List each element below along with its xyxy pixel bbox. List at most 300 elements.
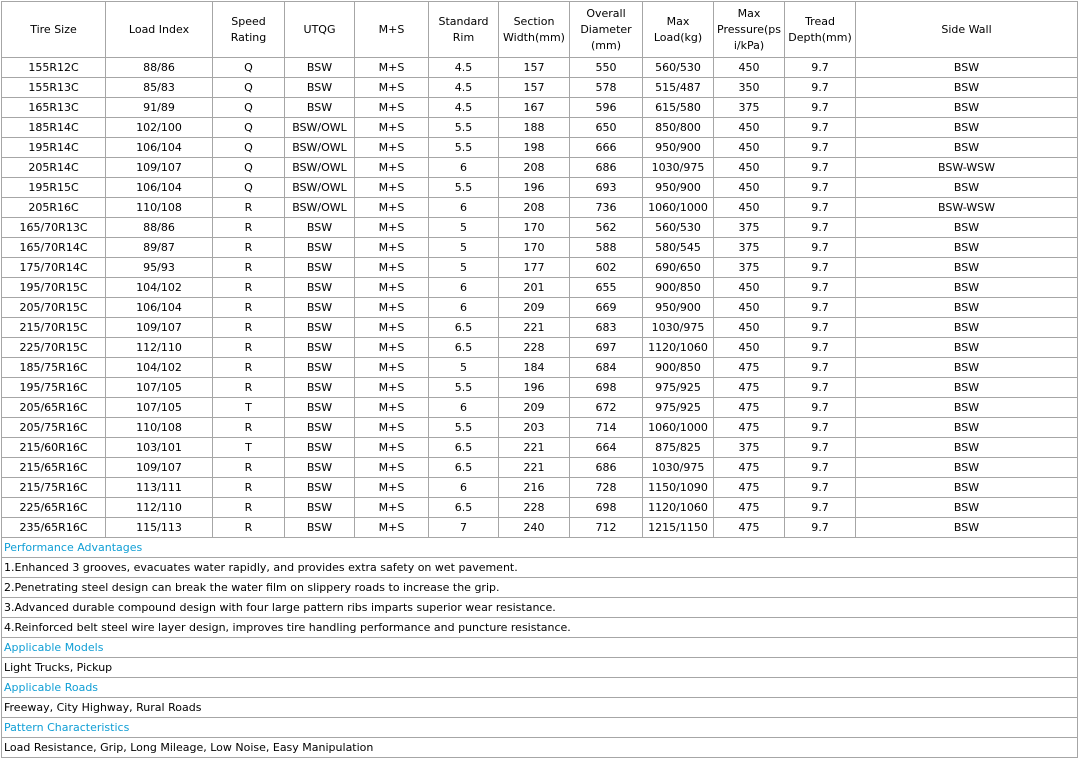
note-text: 3.Advanced durable compound design with four large pattern ribs imparts superior wear resistance. [2,598,1078,618]
table-cell: 9.7 [785,218,856,238]
table-cell: 221 [499,458,570,478]
table-cell: 560/530 [643,218,714,238]
table-cell: 6.5 [429,438,499,458]
table-cell: 89/87 [106,238,213,258]
table-cell: 515/487 [643,78,714,98]
table-cell: R [213,338,285,358]
table-cell: 196 [499,378,570,398]
table-cell: 728 [570,478,643,498]
table-cell: BSW [856,518,1078,538]
table-cell: 201 [499,278,570,298]
table-cell: M+S [355,478,429,498]
table-cell: BSW [856,358,1078,378]
table-cell: 167 [499,98,570,118]
table-cell: BSW/OWL [285,118,355,138]
table-cell: Q [213,138,285,158]
table-cell: M+S [355,158,429,178]
table-cell: R [213,378,285,398]
table-row [2,498,1078,518]
table-row [2,418,1078,438]
column-header: Max Pressure(ps i/kPa) [714,2,785,58]
table-cell: BSW [856,178,1078,198]
table-cell: 109/107 [106,158,213,178]
table-cell: R [213,518,285,538]
table-cell: BSW [285,398,355,418]
table-cell: 209 [499,398,570,418]
table-cell: 602 [570,258,643,278]
column-header: Standard Rim [429,2,499,58]
table-cell: 5.5 [429,418,499,438]
table-cell: M+S [355,258,429,278]
table-row [2,278,1078,298]
table-cell: BSW [285,518,355,538]
table-row [2,198,1078,218]
table-cell: 9.7 [785,378,856,398]
table-cell: 1060/1000 [643,418,714,438]
table-cell: 9.7 [785,278,856,298]
table-row [2,478,1078,498]
table-row [2,458,1078,478]
table-cell: R [213,478,285,498]
table-cell: 375 [714,238,785,258]
table-cell: 562 [570,218,643,238]
table-cell: 9.7 [785,438,856,458]
table-cell: 88/86 [106,218,213,238]
table-header [2,2,1078,58]
table-cell: BSW [285,238,355,258]
table-cell: 109/107 [106,458,213,478]
table-cell: BSW [856,438,1078,458]
table-cell: M+S [355,178,429,198]
table-cell: 215/75R16C [2,478,106,498]
table-cell: BSW [285,338,355,358]
table-cell: BSW [285,298,355,318]
table-cell: BSW [856,418,1078,438]
note-text: Freeway, City Highway, Rural Roads [2,698,1078,718]
table-cell: 196 [499,178,570,198]
table-cell: 225/65R16C [2,498,106,518]
table-cell: 9.7 [785,478,856,498]
table-cell: 106/104 [106,178,213,198]
table-cell: 850/800 [643,118,714,138]
table-cell: BSW [285,78,355,98]
table-cell: 615/580 [643,98,714,118]
table-cell: 110/108 [106,418,213,438]
table-cell: R [213,258,285,278]
column-header: Section Width(mm) [499,2,570,58]
table-cell: M+S [355,78,429,98]
table-row [2,238,1078,258]
table-cell: 155R13C [2,78,106,98]
table-cell: 91/89 [106,98,213,118]
table-row [2,258,1078,278]
table-cell: 165/70R14C [2,238,106,258]
table-row [2,438,1078,458]
table-cell: 9.7 [785,138,856,158]
table-row [2,218,1078,238]
table-row [2,518,1078,538]
table-cell: BSW/OWL [285,178,355,198]
table-cell: 208 [499,158,570,178]
table-cell: M+S [355,518,429,538]
note-row [2,598,1078,618]
table-cell: 736 [570,198,643,218]
column-header: Load Index [106,2,213,58]
table-cell: BSW-WSW [856,198,1078,218]
table-cell: BSW [285,98,355,118]
table-cell: R [213,318,285,338]
table-cell: 175/70R14C [2,258,106,278]
table-cell: M+S [355,338,429,358]
table-row [2,358,1078,378]
table-cell: 88/86 [106,58,213,78]
table-cell: 240 [499,518,570,538]
table-cell: 203 [499,418,570,438]
table-cell: T [213,438,285,458]
table-row [2,78,1078,98]
table-cell: 686 [570,158,643,178]
table-cell: 664 [570,438,643,458]
column-header: Tire Size [2,2,106,58]
table-cell: 975/925 [643,398,714,418]
table-cell: 375 [714,258,785,278]
note-row [2,658,1078,678]
table-cell: 225/70R15C [2,338,106,358]
table-cell: 6 [429,158,499,178]
table-cell: 9.7 [785,398,856,418]
notes-section [2,538,1078,758]
table-cell: 475 [714,378,785,398]
table-cell: 5 [429,258,499,278]
table-cell: 684 [570,358,643,378]
table-cell: 188 [499,118,570,138]
table-cell: 95/93 [106,258,213,278]
table-cell: R [213,358,285,378]
table-cell: 375 [714,98,785,118]
table-cell: 900/850 [643,358,714,378]
note-text: 1.Enhanced 3 grooves, evacuates water rapidly, and provides extra safety on wet pavement. [2,558,1078,578]
table-cell: 9.7 [785,458,856,478]
table-cell: 113/111 [106,478,213,498]
table-cell: T [213,398,285,418]
table-cell: 106/104 [106,298,213,318]
table-cell: 580/545 [643,238,714,258]
table-cell: 185R14C [2,118,106,138]
table-cell: 205/70R15C [2,298,106,318]
table-cell: 198 [499,138,570,158]
table-cell: 450 [714,178,785,198]
table-cell: BSW/OWL [285,158,355,178]
table-cell: BSW-WSW [856,158,1078,178]
table-cell: 1060/1000 [643,198,714,218]
table-cell: 475 [714,418,785,438]
table-cell: R [213,418,285,438]
table-cell: 450 [714,298,785,318]
table-cell: BSW [285,438,355,458]
table-cell: BSW [285,258,355,278]
table-cell: 9.7 [785,118,856,138]
table-cell: 184 [499,358,570,378]
table-cell: 107/105 [106,378,213,398]
table-cell: R [213,298,285,318]
table-cell: 205R14C [2,158,106,178]
table-cell: 475 [714,498,785,518]
table-cell: 578 [570,78,643,98]
table-cell: 560/530 [643,58,714,78]
table-cell: 9.7 [785,418,856,438]
table-cell: 1120/1060 [643,338,714,358]
table-cell: R [213,278,285,298]
table-cell: 900/850 [643,278,714,298]
table-cell: M+S [355,318,429,338]
table-row [2,178,1078,198]
table-cell: BSW [856,378,1078,398]
table-cell: 350 [714,78,785,98]
column-header: Speed Rating [213,2,285,58]
table-cell: R [213,458,285,478]
table-cell: 165/70R13C [2,218,106,238]
table-cell: 375 [714,218,785,238]
table-cell: 185/75R16C [2,358,106,378]
table-cell: 950/900 [643,138,714,158]
table-cell: BSW/OWL [285,198,355,218]
table-cell: BSW [856,298,1078,318]
table-cell: 672 [570,398,643,418]
table-cell: 215/60R16C [2,438,106,458]
table-cell: 475 [714,398,785,418]
table-row [2,378,1078,398]
section-heading: Pattern Characteristics [2,718,1078,738]
table-cell: 9.7 [785,338,856,358]
table-cell: 195R15C [2,178,106,198]
section-heading: Applicable Models [2,638,1078,658]
table-cell: 698 [570,378,643,398]
table-cell: 6.5 [429,498,499,518]
table-cell: 9.7 [785,158,856,178]
table-cell: BSW [856,318,1078,338]
table-cell: 712 [570,518,643,538]
column-header: UTQG [285,2,355,58]
table-cell: 950/900 [643,178,714,198]
table-cell: 5.5 [429,118,499,138]
table-cell: M+S [355,278,429,298]
table-cell: 195R14C [2,138,106,158]
table-cell: 666 [570,138,643,158]
table-cell: 1150/1090 [643,478,714,498]
table-cell: 6.5 [429,338,499,358]
table-cell: 205R16C [2,198,106,218]
table-cell: 9.7 [785,178,856,198]
table-cell: Q [213,58,285,78]
table-cell: 9.7 [785,518,856,538]
table-cell: 475 [714,518,785,538]
table-cell: Q [213,78,285,98]
section-heading: Performance Advantages [2,538,1078,558]
table-cell: 875/825 [643,438,714,458]
table-cell: 107/105 [106,398,213,418]
table-cell: BSW [856,58,1078,78]
table-cell: 205/65R16C [2,398,106,418]
table-cell: M+S [355,118,429,138]
table-cell: 102/100 [106,118,213,138]
table-row [2,398,1078,418]
table-cell: M+S [355,198,429,218]
table-cell: BSW [285,218,355,238]
table-cell: 450 [714,318,785,338]
note-row [2,698,1078,718]
table-cell: 195/70R15C [2,278,106,298]
table-cell: 450 [714,278,785,298]
table-cell: 714 [570,418,643,438]
table-cell: 9.7 [785,198,856,218]
table-cell: BSW [285,498,355,518]
table-cell: BSW [856,218,1078,238]
table-cell: 475 [714,478,785,498]
table-cell: 650 [570,118,643,138]
table-cell: 110/108 [106,198,213,218]
table-cell: 655 [570,278,643,298]
section-heading-row [2,538,1078,558]
table-cell: BSW [856,138,1078,158]
table-cell: 9.7 [785,318,856,338]
table-cell: 1030/975 [643,158,714,178]
table-cell: BSW [856,478,1078,498]
column-header: M+S [355,2,429,58]
table-cell: 170 [499,238,570,258]
note-text: 4.Reinforced belt steel wire layer design, improves tire handling performance and puncture resistance. [2,618,1078,638]
table-cell: 450 [714,138,785,158]
table-cell: 596 [570,98,643,118]
table-cell: 669 [570,298,643,318]
table-cell: 104/102 [106,358,213,378]
table-cell: M+S [355,238,429,258]
table-row [2,98,1078,118]
column-header: Tread Depth(mm) [785,2,856,58]
table-cell: M+S [355,498,429,518]
table-cell: BSW [856,398,1078,418]
tire-spec-table [1,1,1078,758]
table-row [2,338,1078,358]
table-cell: 693 [570,178,643,198]
table-cell: 216 [499,478,570,498]
table-cell: 205/75R16C [2,418,106,438]
table-row [2,158,1078,178]
note-text: Light Trucks, Pickup [2,658,1078,678]
table-cell: 112/110 [106,338,213,358]
table-cell: 6 [429,398,499,418]
table-cell: BSW [285,458,355,478]
table-cell: BSW [856,118,1078,138]
table-cell: 450 [714,58,785,78]
section-heading-row [2,718,1078,738]
table-cell: M+S [355,458,429,478]
note-row [2,578,1078,598]
table-cell: 5 [429,238,499,258]
table-cell: 221 [499,438,570,458]
table-cell: 683 [570,318,643,338]
section-heading-row [2,678,1078,698]
table-cell: 85/83 [106,78,213,98]
table-cell: 4.5 [429,58,499,78]
table-cell: 1120/1060 [643,498,714,518]
table-cell: 195/75R16C [2,378,106,398]
table-cell: BSW [856,98,1078,118]
table-cell: 6.5 [429,458,499,478]
table-cell: 7 [429,518,499,538]
table-cell: R [213,498,285,518]
table-cell: 9.7 [785,238,856,258]
table-cell: 215/70R15C [2,318,106,338]
table-cell: 209 [499,298,570,318]
table-cell: 975/925 [643,378,714,398]
table-cell: 9.7 [785,498,856,518]
table-cell: 170 [499,218,570,238]
table-cell: 215/65R16C [2,458,106,478]
table-cell: BSW [285,378,355,398]
table-cell: 5.5 [429,378,499,398]
table-cell: R [213,218,285,238]
table-cell: BSW/OWL [285,138,355,158]
table-cell: 9.7 [785,98,856,118]
table-row [2,138,1078,158]
column-header: Side Wall [856,2,1078,58]
table-cell: BSW [856,458,1078,478]
table-cell: 5.5 [429,178,499,198]
table-cell: BSW [856,278,1078,298]
table-row [2,58,1078,78]
header-row [2,2,1078,58]
table-cell: 690/650 [643,258,714,278]
section-heading: Applicable Roads [2,678,1078,698]
table-cell: BSW [856,338,1078,358]
table-cell: 208 [499,198,570,218]
table-cell: BSW [285,418,355,438]
table-cell: BSW [285,58,355,78]
table-cell: 235/65R16C [2,518,106,538]
table-cell: 228 [499,338,570,358]
table-cell: 157 [499,58,570,78]
table-row [2,298,1078,318]
table-body [2,58,1078,538]
table-cell: 450 [714,158,785,178]
table-cell: 6 [429,198,499,218]
column-header: Max Load(kg) [643,2,714,58]
table-cell: BSW [856,258,1078,278]
table-cell: 5 [429,358,499,378]
table-cell: Q [213,178,285,198]
table-cell: 6 [429,298,499,318]
table-cell: 6 [429,278,499,298]
table-cell: 112/110 [106,498,213,518]
table-cell: 221 [499,318,570,338]
table-cell: BSW [285,318,355,338]
table-cell: M+S [355,98,429,118]
table-cell: M+S [355,298,429,318]
table-cell: R [213,238,285,258]
table-cell: BSW [285,358,355,378]
table-cell: 588 [570,238,643,258]
table-cell: M+S [355,378,429,398]
table-cell: M+S [355,358,429,378]
note-row [2,738,1078,758]
table-row [2,318,1078,338]
table-cell: 5.5 [429,138,499,158]
table-cell: 450 [714,198,785,218]
table-cell: Q [213,158,285,178]
table-cell: M+S [355,438,429,458]
table-cell: 475 [714,458,785,478]
table-cell: 4.5 [429,98,499,118]
